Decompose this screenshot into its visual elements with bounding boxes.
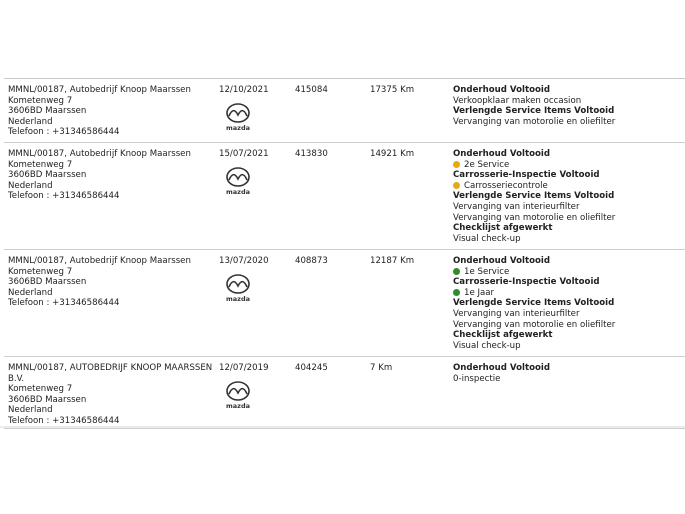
dealer-line: Telefoon : +31346586444 [8, 298, 120, 309]
dealer-line: Telefoon : +31346586444 [8, 415, 120, 426]
service-item-text: Checklijst afgewerkt [453, 330, 553, 341]
service-date-text: 12/10/2021 [219, 85, 269, 95]
service-item-text: Verlengde Service Items Voltooid [453, 106, 615, 117]
table-row [4, 143, 685, 250]
service-date-text: 13/07/2020 [219, 256, 269, 266]
order-number: 408873 [295, 256, 328, 266]
service-task [453, 309, 683, 320]
dealer-info [8, 256, 213, 309]
service-task [453, 160, 683, 171]
dealer-line: MMNL/00187, Autobedrijf Knoop Maarssen [8, 256, 191, 266]
dealer-line: Nederland [8, 180, 53, 191]
divider [0, 426, 685, 428]
dealer-info [8, 363, 213, 427]
service-task [453, 288, 683, 299]
order-number: 415084 [295, 85, 328, 95]
service-task [453, 181, 683, 192]
service-item-text: Carrosserie-Inspectie Voltooid [453, 170, 600, 181]
dealer-line: Telefoon : +31346586444 [8, 127, 120, 138]
service-date [219, 256, 289, 303]
service-category [453, 256, 683, 267]
service-task [453, 213, 683, 224]
service-category [453, 363, 683, 374]
dealer-line: 3606BD Maarssen [8, 277, 87, 288]
mileage: 14921 Km [370, 149, 415, 159]
service-category [453, 298, 683, 309]
service-category [453, 170, 683, 181]
order-number: 404245 [295, 363, 328, 373]
mileage: 7 Km [370, 363, 393, 373]
service-item-text: Onderhoud Voltooid [453, 85, 550, 95]
mazda-logo-icon [222, 166, 254, 196]
service-items [453, 149, 683, 244]
service-item-text: Vervanging van interieurfilter [453, 308, 580, 319]
service-item-text: Vervanging van interieurfilter [453, 201, 580, 212]
service-task [453, 267, 683, 278]
service-category [453, 330, 683, 341]
service-task [453, 117, 683, 128]
service-item-text: 0-inspectie [453, 373, 501, 384]
dealer-line: MMNL/00187, Autobedrijf Knoop Maarssen [8, 149, 191, 159]
dealer-line: Kometenweg 7 [8, 159, 73, 170]
service-category [453, 85, 683, 96]
service-item-text: 1e Jaar [464, 287, 495, 298]
service-item-text: Verlengde Service Items Voltooid [453, 298, 615, 309]
service-history-table [4, 78, 685, 429]
table-row [4, 79, 685, 143]
service-item-text: Carrosserie-Inspectie Voltooid [453, 277, 600, 288]
service-item-text: Onderhoud Voltooid [453, 256, 550, 266]
table-row [4, 357, 685, 429]
table-row [4, 250, 685, 357]
service-task [453, 374, 683, 385]
service-task [453, 341, 683, 352]
service-date [219, 363, 289, 410]
service-date-text: 15/07/2021 [219, 149, 269, 159]
dealer-line: 3606BD Maarssen [8, 170, 87, 181]
dealer-line: Kometenweg 7 [8, 384, 73, 395]
service-date-text: 12/07/2019 [219, 363, 269, 373]
service-category [453, 277, 683, 288]
service-item-text: Visual check-up [453, 233, 521, 244]
dealer-info [8, 85, 213, 138]
dealer-line: Nederland [8, 287, 53, 298]
dealer-line: 3606BD Maarssen [8, 106, 87, 117]
status-dot-icon [453, 182, 460, 189]
service-date [219, 149, 289, 196]
service-task [453, 202, 683, 213]
service-item-text: Carrosseriecontrole [464, 180, 548, 191]
service-items [453, 256, 683, 351]
service-items [453, 363, 683, 384]
service-category [453, 106, 683, 117]
service-item-text: Vervanging van motorolie en oliefilter [453, 212, 616, 223]
service-item-text: Vervanging van motorolie en oliefilter [453, 319, 616, 330]
dealer-line: Nederland [8, 116, 53, 127]
service-item-text: Visual check-up [453, 340, 521, 351]
dealer-line: B.V. [8, 373, 25, 384]
service-category [453, 223, 683, 234]
mazda-logo-icon [222, 273, 254, 303]
service-item-text: 2e Service [464, 159, 510, 170]
mileage: 17375 Km [370, 85, 415, 95]
service-item-text: Verkoopklaar maken occasion [453, 95, 582, 106]
dealer-line: 3606BD Maarssen [8, 394, 87, 405]
service-item-text: 1e Service [464, 266, 510, 277]
dealer-line: Telefoon : +31346586444 [8, 191, 120, 202]
dealer-line: Kometenweg 7 [8, 266, 73, 277]
service-item-text: Onderhoud Voltooid [453, 363, 550, 373]
dealer-line: MMNL/00187, AUTOBEDRIJF KNOOP MAARSSEN [8, 363, 213, 373]
mileage: 12187 Km [370, 256, 415, 266]
status-dot-icon [453, 289, 460, 296]
service-date [219, 85, 289, 132]
svg-text:mazda: mazda [226, 187, 250, 196]
service-task [453, 96, 683, 107]
mazda-logo-icon [222, 102, 254, 132]
dealer-line: Kometenweg 7 [8, 95, 73, 106]
order-number: 413830 [295, 149, 328, 159]
service-category [453, 149, 683, 160]
svg-text:mazda: mazda [226, 123, 250, 132]
service-category [453, 191, 683, 202]
service-items [453, 85, 683, 127]
dealer-info [8, 149, 213, 202]
service-task [453, 320, 683, 331]
service-item-text: Verlengde Service Items Voltooid [453, 191, 615, 202]
status-dot-icon [453, 268, 460, 275]
service-item-text: Checklijst afgewerkt [453, 223, 553, 234]
status-dot-icon [453, 161, 460, 168]
service-item-text: Vervanging van motorolie en oliefilter [453, 116, 616, 127]
dealer-line: Nederland [8, 405, 53, 416]
service-task [453, 234, 683, 245]
svg-text:mazda: mazda [226, 401, 250, 410]
service-item-text: Onderhoud Voltooid [453, 149, 550, 159]
mazda-logo-icon [222, 380, 254, 410]
dealer-line: MMNL/00187, Autobedrijf Knoop Maarssen [8, 85, 191, 95]
svg-text:mazda: mazda [226, 294, 250, 303]
